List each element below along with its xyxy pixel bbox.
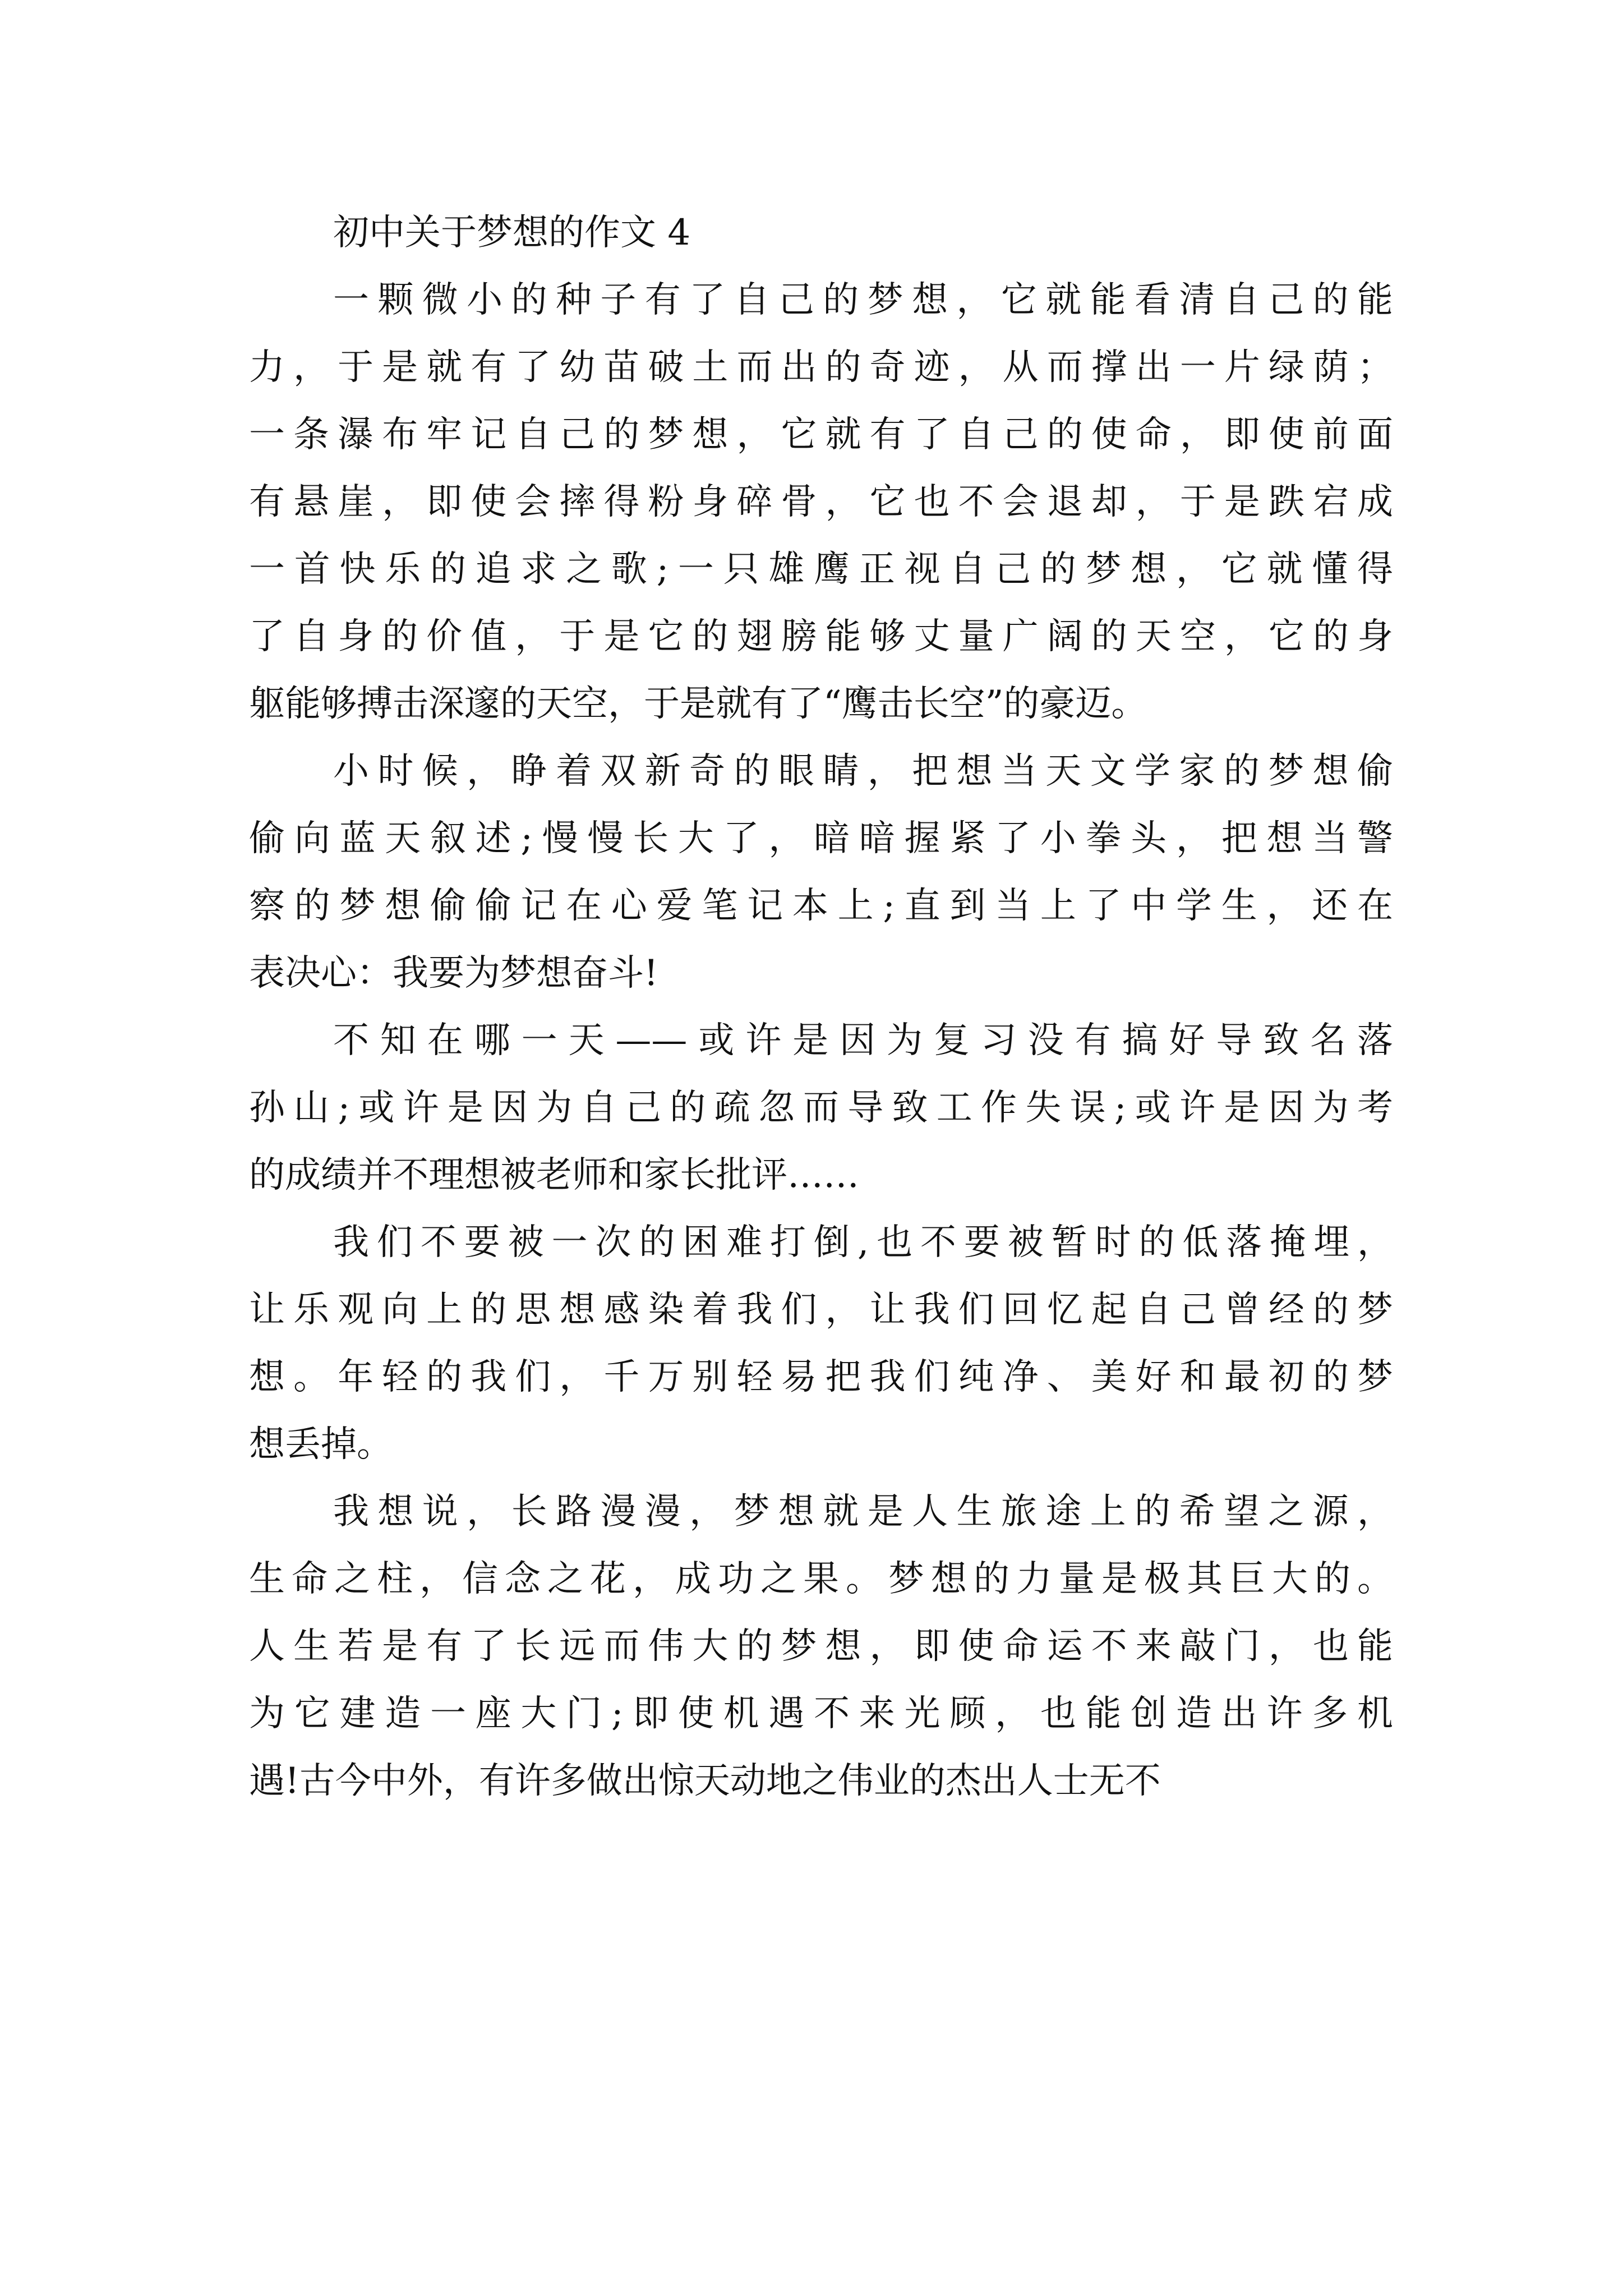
text-line: 人生若是有了长远而伟大的梦想，即使命运不来敲门，也能 <box>249 1626 1393 1667</box>
text-line: 一颗微小的种子有了自己的梦想，它就能看清自己的能 <box>333 279 1393 321</box>
text-line: 生命之柱，信念之花，成功之果。梦想的力量是极其巨大的。 <box>249 1558 1393 1600</box>
text-line: 不知在哪一天——或许是因为复习没有搞好导致名落 <box>333 1020 1393 1061</box>
text-line: 让乐观向上的思想感染着我们，让我们回忆起自己曾经的梦 <box>249 1289 1393 1331</box>
text-line: 力，于是就有了幼苗破土而出的奇迹，从而撑出一片绿荫； <box>249 347 1393 388</box>
text-line: 遇!古今中外，有许多做出惊天动地之伟业的杰出人士无不 <box>249 1760 1161 1802</box>
text-line: 为它建造一座大门;即使机遇不来光顾，也能创造出许多机 <box>249 1693 1393 1734</box>
paragraph-2 <box>249 738 1393 1007</box>
text-line: 偷向蓝天叙述;慢慢长大了，暗暗握紧了小拳头，把想当警 <box>249 818 1393 859</box>
text-line: 表决心：我要为梦想奋斗! <box>249 953 658 994</box>
text-line: 我想说，长路漫漫，梦想就是人生旅途上的希望之源， <box>333 1491 1393 1533</box>
text-line: 孙山;或许是因为自己的疏忽而导致工作失误;或许是因为考 <box>249 1087 1393 1129</box>
text-line: 一条瀑布牢记自己的梦想，它就有了自己的使命，即使前面 <box>249 414 1393 455</box>
text-line: 躯能够搏击深邃的天空，于是就有了“鹰击长空”的豪迈。 <box>249 683 1147 725</box>
paragraph-3 <box>249 1007 1393 1209</box>
paragraph-1 <box>249 266 1393 738</box>
text-line: 察的梦想偷偷记在心爱笔记本上;直到当上了中学生，还在 <box>249 885 1393 927</box>
essay-body <box>249 199 1393 1815</box>
paragraph-4 <box>249 1209 1393 1478</box>
text-line: 一首快乐的追求之歌;一只雄鹰正视自己的梦想，它就懂得 <box>249 549 1393 590</box>
text-line: 想。年轻的我们，千万别轻易把我们纯净、美好和最初的梦 <box>249 1356 1393 1398</box>
text-line: 了自身的价值，于是它的翅膀能够丈量广阔的天空，它的身 <box>249 616 1393 657</box>
essay-title: 初中关于梦想的作文 4 <box>333 212 691 254</box>
text-line: 小时候，睁着双新奇的眼睛，把想当天文学家的梦想偷 <box>333 751 1393 792</box>
paragraph-5 <box>249 1478 1393 1815</box>
text-line: 想丢掉。 <box>249 1424 393 1465</box>
text-line: 有悬崖，即使会摔得粉身碎骨，它也不会退却，于是跌宕成 <box>249 481 1393 523</box>
text-line: 我们不要被一次的困难打倒,也不要被暂时的低落掩埋， <box>333 1222 1393 1263</box>
text-line: 的成绩并不理想被老师和家长批评…… <box>249 1154 859 1196</box>
